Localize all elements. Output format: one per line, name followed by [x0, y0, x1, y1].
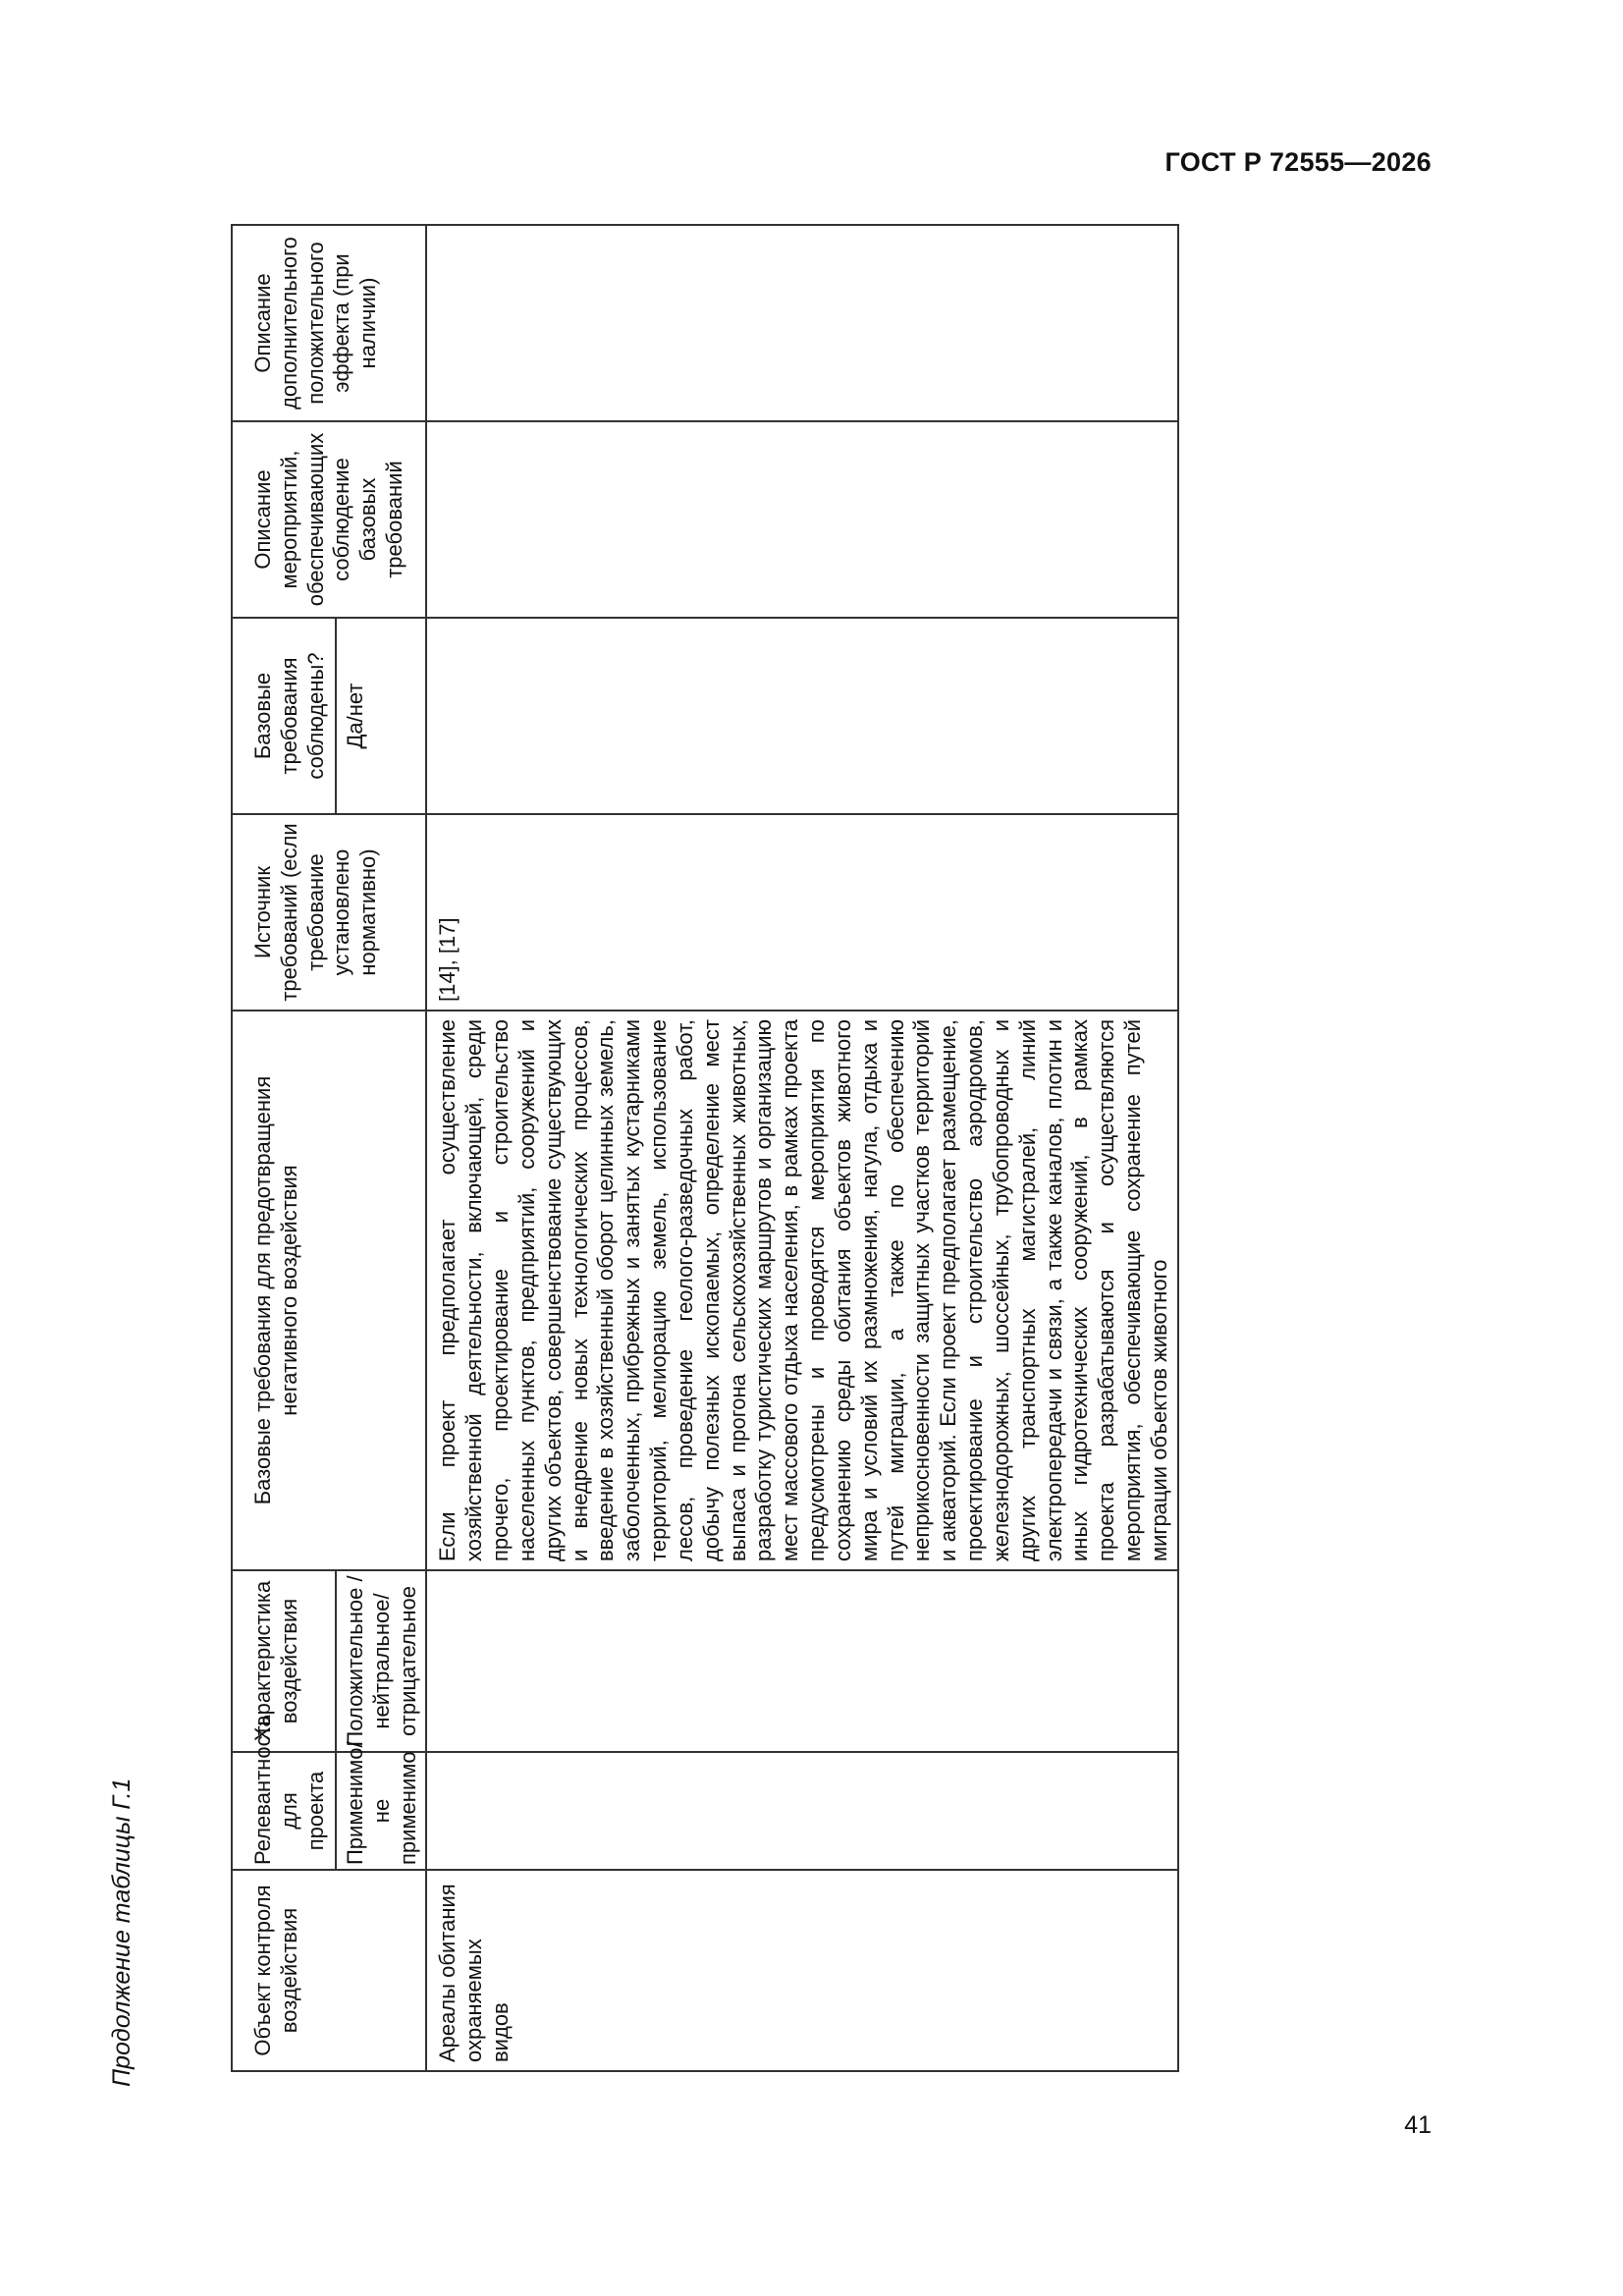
header-requirements: Базовые требования для предотвращения негативного воздействия: [232, 1011, 426, 1570]
cell-impact: [426, 1570, 1177, 1752]
header-source: Источник требований (если требование установлено нормативно): [232, 814, 426, 1011]
table-row: [426, 225, 1177, 2071]
requirements-table: [231, 224, 1179, 2072]
cell-object: Ареалы обитания охраняемых видов: [426, 1870, 1177, 2071]
header-measures: Описание мероприятий, обеспечивающих соблюдение базовых требований: [232, 421, 426, 618]
rotated-table-block: [108, 142, 1581, 2087]
cell-met: [426, 618, 1177, 814]
cell-relevance: [426, 1752, 1177, 1870]
cell-extra: [426, 225, 1177, 421]
table-caption: Продолжение таблицы Г.1: [108, 1777, 135, 2087]
subheader-impact: Положительное /нейтральное/ отрицательное: [336, 1570, 426, 1752]
cell-source: [14], [17]: [426, 814, 1177, 1011]
cell-measures: [426, 421, 1177, 618]
header-impact: Характеристика воздействия: [232, 1570, 336, 1752]
header-met: Базовые требования соблюдены?: [232, 618, 336, 814]
page-number: 41: [1404, 2111, 1432, 2139]
document-code: ГОСТ Р 72555—2026: [1164, 147, 1432, 177]
cell-requirements: Если проект предполагает осуществление хозяйственной деятельности, включающей, среди прочего, проектирование и строительство населенных пунктов, предприятий, сооружений и других объектов, совершенствование существующих и внедрение новых технологических процессов, введение в хозяйственный оборот целинных земель, заболоченных, прибрежных и занятых кустарниками территорий, мелиорацию земель, использование лесов, проведение геолого-разведочных работ, добычу полезных ископаемых, определение мест выпаса и прогона сельскохозяйственных животных, разработку туристических маршрутов и организацию мест массового отдыха населения, в рамках проекта предусмотрены и проводятся мероприятия по сохранению среды обитания объектов животного мира и условий их размножения, нагула, отдыха и путей миграции, а также по обеспечению неприкосновенности защитных участков территорий и акваторий. Если проект предполагает размещение, проектирование и строительство аэродромов, железнодорожных, шоссейных, трубопроводных и других транспортных магистралей, линий электропередачи и связи, а также каналов, плотин и иных гидротехнических сооружений, в рамках проекта разрабатываются и осуществляются мероприятия, обеспечивающие сохранение путей миграции объектов животного: [426, 1011, 1177, 1570]
header-extra: Описание дополнительного положительного эффекта (при наличии): [232, 225, 426, 421]
header-relevance: Релевантность для проекта: [232, 1752, 336, 1870]
subheader-relevance: Применимо/ не применимо: [336, 1752, 426, 1870]
header-object: Объект контроля воздействия: [232, 1870, 426, 2071]
subheader-met: Да/нет: [336, 618, 426, 814]
